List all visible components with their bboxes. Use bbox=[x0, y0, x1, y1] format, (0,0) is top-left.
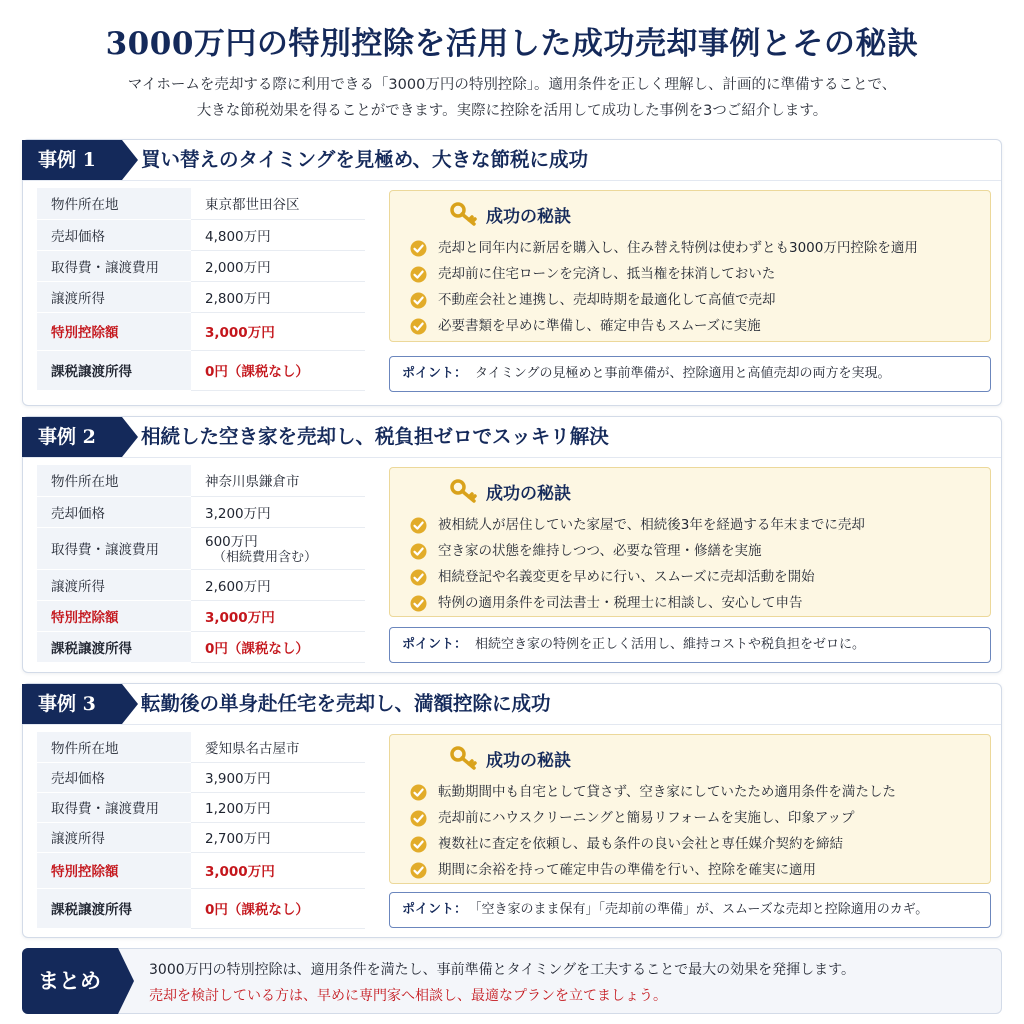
check-icon bbox=[410, 266, 427, 283]
secret-text: 被相続人が居住していた家屋で、相続後3年を経過する年末までに売却 bbox=[438, 517, 865, 533]
point-text: 相続空き家の特例を正しく活用し、維持コストや税負担をゼロに。 bbox=[475, 637, 866, 652]
secret-list bbox=[410, 779, 980, 883]
secret-text: 必要書類を早めに準備し、確定申告もスムーズに実施 bbox=[438, 318, 761, 334]
row-value bbox=[191, 527, 365, 569]
row-value: 3,000万円 bbox=[191, 852, 365, 888]
point-text: タイミングの見極めと事前準備が、控除適用と高値売却の両方を実現。 bbox=[475, 366, 891, 381]
table-row bbox=[37, 732, 365, 762]
property-table bbox=[37, 188, 365, 391]
row-value: 2,700万円 bbox=[191, 822, 365, 852]
case-card-2 bbox=[22, 416, 1002, 673]
case-title: 買い替えのタイミングを見極め、大きな節税に成功 bbox=[141, 148, 588, 171]
row-value: 3,900万円 bbox=[191, 762, 365, 792]
row-key: 特別控除額 bbox=[37, 312, 191, 350]
row-value: 3,000万円 bbox=[191, 600, 365, 631]
table-row bbox=[37, 250, 365, 281]
intro-line-1: マイホームを売却する際に利用できる「3000万円の特別控除」。適用条件を正しく理解し、計画的に準備することで、 bbox=[127, 77, 897, 93]
row-key: 取得費・譲渡費用 bbox=[37, 792, 191, 822]
table-row bbox=[37, 569, 365, 600]
point-label: ポイント： bbox=[402, 637, 468, 652]
key-icon bbox=[450, 745, 480, 771]
table-row bbox=[37, 281, 365, 312]
row-value: 2,600万円 bbox=[191, 569, 365, 600]
check-icon bbox=[410, 810, 427, 827]
table-row bbox=[37, 888, 365, 928]
row-key: 譲渡所得 bbox=[37, 569, 191, 600]
case-header bbox=[23, 417, 1001, 457]
secret-text: 不動産会社と連携し、売却時期を最適化して高値で売却 bbox=[438, 292, 776, 308]
table-row bbox=[37, 465, 365, 496]
list-item bbox=[410, 831, 980, 857]
table-row bbox=[37, 219, 365, 250]
point-box bbox=[389, 892, 991, 928]
row-key: 課税譲渡所得 bbox=[37, 350, 191, 390]
row-key: 取得費・譲渡費用 bbox=[37, 527, 191, 569]
table-row bbox=[37, 631, 365, 662]
secret-list bbox=[410, 512, 980, 616]
row-value: 3,200万円 bbox=[191, 496, 365, 527]
row-key: 取得費・譲渡費用 bbox=[37, 250, 191, 281]
table-row bbox=[37, 312, 365, 350]
row-key: 物件所在地 bbox=[37, 188, 191, 219]
list-item bbox=[410, 313, 980, 339]
table-row bbox=[37, 852, 365, 888]
row-key: 売却価格 bbox=[37, 496, 191, 527]
secret-text: 売却前にハウスクリーニングと簡易リフォームを実施し、印象アップ bbox=[438, 810, 855, 826]
check-icon bbox=[410, 836, 427, 853]
table-row bbox=[37, 350, 365, 390]
row-value: 0円（課税なし） bbox=[191, 888, 365, 928]
row-value: 4,800万円 bbox=[191, 219, 365, 250]
check-icon bbox=[410, 292, 427, 309]
secret-title: 成功の秘訣 bbox=[486, 207, 571, 227]
row-key: 課税譲渡所得 bbox=[37, 888, 191, 928]
key-icon bbox=[450, 478, 480, 504]
intro-line-2: 大きな節税効果を得ることができます。実際に控除を活用して成功した事例を3つご紹介します。 bbox=[196, 103, 828, 119]
secret-box bbox=[389, 734, 991, 884]
divider bbox=[23, 457, 1001, 458]
row-value: 0円（課税なし） bbox=[191, 631, 365, 662]
point-box bbox=[389, 627, 991, 663]
list-item bbox=[410, 261, 980, 287]
list-item bbox=[410, 512, 980, 538]
summary-highlight: 売却を検討している方は、早めに専門家へ相談し、最適なプランを立てましょう。 bbox=[149, 988, 667, 1004]
secret-title: 成功の秘訣 bbox=[486, 484, 571, 504]
secret-text: 転勤期間中も自宅として貸さず、空き家にしていたため適用条件を満たした bbox=[438, 784, 896, 800]
secret-text: 期間に余裕を持って確定申告の準備を行い、控除を確実に適用 bbox=[438, 862, 816, 878]
row-value: 愛知県名古屋市 bbox=[191, 732, 365, 762]
summary-text: 3000万円の特別控除は、適用条件を満たし、事前準備とタイミングを工夫することで最大の効果を発揮します。 bbox=[149, 962, 855, 978]
row-value-main: 600万円 bbox=[205, 534, 258, 550]
page-title: 3000万円の特別控除を活用した成功売却事例とその秘訣 bbox=[105, 26, 919, 62]
row-key: 物件所在地 bbox=[37, 465, 191, 496]
check-icon bbox=[410, 862, 427, 879]
list-item bbox=[410, 538, 980, 564]
case-badge: 事例 1 bbox=[22, 140, 122, 180]
secret-title: 成功の秘訣 bbox=[486, 751, 571, 771]
check-icon bbox=[410, 595, 427, 612]
row-value: 2,000万円 bbox=[191, 250, 365, 281]
property-table bbox=[37, 732, 365, 929]
table-row bbox=[37, 792, 365, 822]
row-key: 課税譲渡所得 bbox=[37, 631, 191, 662]
check-icon bbox=[410, 517, 427, 534]
row-key: 特別控除額 bbox=[37, 852, 191, 888]
row-value: 東京都世田谷区 bbox=[191, 188, 365, 219]
row-value: 3,000万円 bbox=[191, 312, 365, 350]
point-label: ポイント： bbox=[402, 902, 468, 917]
table-row bbox=[37, 762, 365, 792]
table-row bbox=[37, 496, 365, 527]
secret-box bbox=[389, 190, 991, 342]
secret-text: 複数社に査定を依頼し、最も条件の良い会社と専任媒介契約を締結 bbox=[438, 836, 843, 852]
list-item bbox=[410, 564, 980, 590]
divider bbox=[23, 180, 1001, 181]
row-value: 神奈川県鎌倉市 bbox=[191, 465, 365, 496]
check-icon bbox=[410, 543, 427, 560]
case-badge: 事例 3 bbox=[22, 684, 122, 724]
row-value-sub: （相続費用含む） bbox=[213, 550, 318, 565]
case-card-1 bbox=[22, 139, 1002, 406]
table-row bbox=[37, 527, 365, 569]
secret-text: 売却と同年内に新居を購入し、住み替え特例は使わずとも3000万円控除を適用 bbox=[438, 240, 918, 256]
check-icon bbox=[410, 784, 427, 801]
list-item bbox=[410, 857, 980, 883]
point-text: 「空き家のまま保有」「売却前の準備」が、スムーズな売却と控除適用のカギ。 bbox=[475, 902, 929, 917]
point-box bbox=[389, 356, 991, 392]
list-item bbox=[410, 235, 980, 261]
secret-text: 空き家の状態を維持しつつ、必要な管理・修繕を実施 bbox=[438, 543, 762, 559]
case-badge: 事例 2 bbox=[22, 417, 122, 457]
table-row bbox=[37, 188, 365, 219]
secret-list bbox=[410, 235, 980, 339]
summary-badge: まとめ bbox=[22, 948, 118, 1014]
secret-text: 売却前に住宅ローンを完済し、抵当権を抹消しておいた bbox=[438, 266, 776, 282]
case-title: 転勤後の単身赴任宅を売却し、満額控除に成功 bbox=[141, 692, 551, 715]
row-key: 物件所在地 bbox=[37, 732, 191, 762]
row-key: 特別控除額 bbox=[37, 600, 191, 631]
row-key: 売却価格 bbox=[37, 762, 191, 792]
row-key: 譲渡所得 bbox=[37, 822, 191, 852]
point-label: ポイント： bbox=[402, 366, 468, 381]
row-value: 1,200万円 bbox=[191, 792, 365, 822]
list-item bbox=[410, 590, 980, 616]
row-key: 譲渡所得 bbox=[37, 281, 191, 312]
secret-text: 相続登記や名義変更を早めに行い、スムーズに売却活動を開始 bbox=[438, 569, 815, 585]
row-value: 2,800万円 bbox=[191, 281, 365, 312]
case-title: 相続した空き家を売却し、税負担ゼロでスッキリ解決 bbox=[141, 425, 609, 448]
check-icon bbox=[410, 569, 427, 586]
case-header bbox=[23, 684, 1001, 724]
list-item bbox=[410, 287, 980, 313]
property-table bbox=[37, 465, 365, 663]
table-row bbox=[37, 822, 365, 852]
secret-text: 特例の適用条件を司法書士・税理士に相談し、安心して申告 bbox=[438, 595, 803, 611]
secret-box bbox=[389, 467, 991, 617]
summary-box bbox=[22, 948, 1002, 1014]
list-item bbox=[410, 779, 980, 805]
divider bbox=[23, 724, 1001, 725]
check-icon bbox=[410, 240, 427, 257]
list-item bbox=[410, 805, 980, 831]
key-icon bbox=[450, 201, 480, 227]
case-header bbox=[23, 140, 1001, 180]
row-value: 0円（課税なし） bbox=[191, 350, 365, 390]
table-row bbox=[37, 600, 365, 631]
case-card-3 bbox=[22, 683, 1002, 938]
check-icon bbox=[410, 318, 427, 335]
intro-text bbox=[40, 72, 984, 124]
row-key: 売却価格 bbox=[37, 219, 191, 250]
